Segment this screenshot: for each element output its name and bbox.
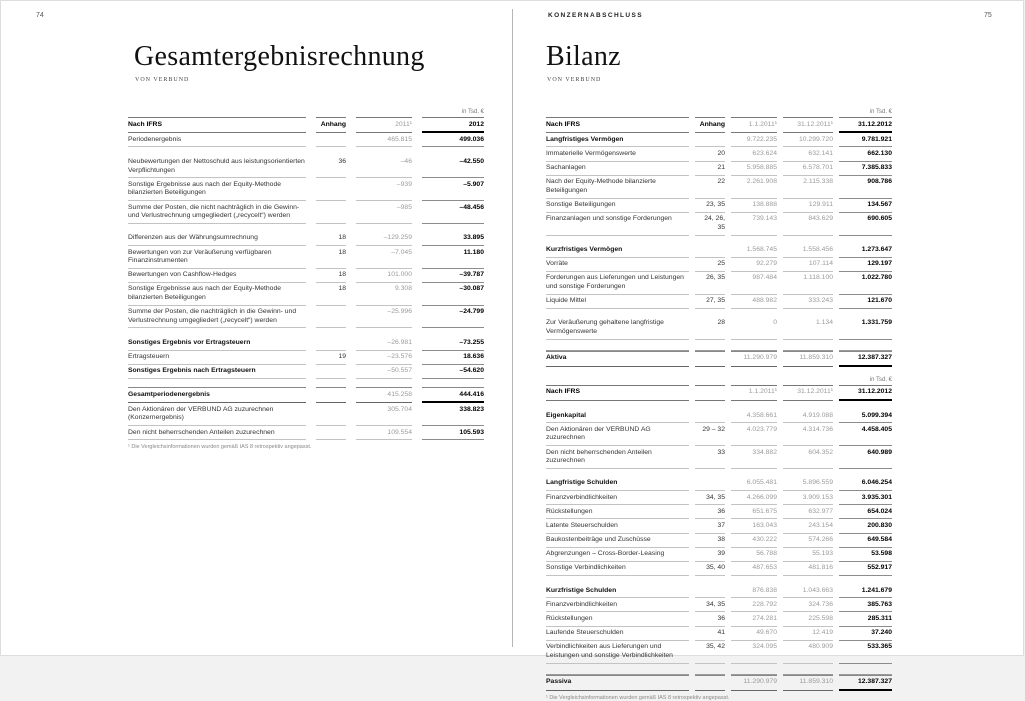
row-anhang [695,584,725,598]
row-spacer [546,664,892,672]
comprehensive-income-table-block [128,109,484,450]
row-spacer [128,224,484,232]
table-row [546,584,892,598]
row-value: 430.222 [731,534,777,548]
row-value: 274.281 [731,612,777,626]
row-label: Summe der Posten, die nachträglich in die Gewinn- und Verlustrechnung umgegliedert („recycelt“) werden [128,306,306,329]
row-value: 4.314.736 [783,423,833,446]
row-label: Sonstige Ergebnisse aus nach der Equity-Methode bilanzierten Beteiligungen [128,178,306,201]
table-row [128,178,484,201]
row-anhang [695,133,725,147]
row-value: 105.593 [422,426,484,440]
header-cell: 31.12.2012 [839,385,892,401]
page-title-gesamtergebnisrechnung: Gesamtergebnisrechnung [134,41,425,72]
row-anhang: 35, 40 [695,562,725,576]
row-value: 334.882 [731,446,777,469]
row-value: 499.036 [422,133,484,147]
table-row [546,147,892,161]
row-value: 1.568.745 [731,244,777,258]
table-row [546,133,892,147]
row-value: 129.911 [783,199,833,213]
header-cell: 1.1.2011¹ [731,385,777,401]
footnote: ¹ Die Vergleichsinformationen wurden gemäß IAS 8 retrospektiv angepasst. [546,694,730,701]
row-spacer [128,328,484,336]
row-value: 3.935.301 [839,491,892,505]
row-label: Sachanlagen [546,162,689,176]
table-row [546,409,892,423]
table-row [128,133,484,147]
row-value: 37.240 [839,627,892,641]
row-value: 129.197 [839,258,892,272]
row-value: 6.046.254 [839,477,892,491]
header-cell: 1.1.2011¹ [731,117,777,133]
row-value: 876.838 [731,584,777,598]
table-row [546,612,892,626]
row-value: 4.358.661 [731,409,777,423]
row-spacer [546,469,892,477]
row-value: –48.456 [422,201,484,224]
row-anhang [316,336,346,350]
row-value: 5.896.559 [783,477,833,491]
row-value: 987.484 [731,272,777,295]
row-value: 640.989 [839,446,892,469]
row-anhang [316,133,346,147]
row-anhang: 36 [695,505,725,519]
table-row [546,548,892,562]
row-label: Sonstige Beteiligungen [546,199,689,213]
row-value: 5.099.394 [839,409,892,423]
row-value: 338.823 [422,403,484,426]
row-value: 690.605 [839,213,892,236]
row-anhang [695,675,725,691]
row-spacer [546,576,892,584]
balance-sheet-assets-table [546,117,892,367]
row-anhang: 21 [695,162,725,176]
row-label: Langfristiges Vermögen [546,133,689,147]
row-label: Abgrenzungen – Cross-Border-Leasing [546,548,689,562]
table-row [546,627,892,641]
row-anhang: 18 [316,269,346,283]
row-anhang: 23, 35 [695,199,725,213]
row-value: 4.458.405 [839,423,892,446]
row-spacer [546,236,892,244]
unit-label: in Tsd. € [869,376,892,383]
row-anhang: 37 [695,519,725,533]
row-value: 134.567 [839,199,892,213]
row-value: 632.141 [783,147,833,161]
table-row [128,403,484,426]
row-anhang [695,409,725,423]
row-value: 18.636 [422,351,484,365]
row-anhang: 22 [695,176,725,199]
row-label: Neubewertungen der Nettoschuld aus leistungsorientierten Verpflichtungen [128,155,306,178]
table-row [546,477,892,491]
table-row [128,269,484,283]
row-label: Bewertungen von Cashflow-Hedges [128,269,306,283]
row-anhang: 28 [695,317,725,340]
row-spacer [546,309,892,317]
table-row [128,351,484,365]
row-anhang [316,201,346,224]
table-row [128,365,484,379]
table-row [128,283,484,306]
row-anhang: 29 – 32 [695,423,725,446]
row-anhang [316,426,346,440]
row-value: 1.022.780 [839,272,892,295]
table-row [128,246,484,269]
row-value: –23.576 [356,351,412,365]
row-label: Passiva [546,675,689,691]
row-value: 3.909.153 [783,491,833,505]
row-value: 1.558.456 [783,244,833,258]
row-label: Rückstellungen [546,612,689,626]
row-label: Nach der Equity-Methode bilanzierte Beteiligungen [546,176,689,199]
balance-sheet-equity-liabilities-table [546,385,892,691]
row-label: Liquide Mittel [546,295,689,309]
row-label: Kurzfristige Schulden [546,584,689,598]
row-value: 107.114 [783,258,833,272]
table-row [128,155,484,178]
footnote: ¹ Die Vergleichsinformationen wurden gemäß IAS 8 retrospektiv angepasst. [128,444,312,451]
row-value: 623.624 [731,147,777,161]
table-row [546,446,892,469]
row-value: 138.888 [731,199,777,213]
row-value: 121.670 [839,295,892,309]
table-row [546,162,892,176]
table-row [546,423,892,446]
row-anhang [316,306,346,329]
row-label: Bewertungen von zur Veräußerung verfügbaren Finanzinstrumenten [128,246,306,269]
row-value: –939 [356,178,412,201]
row-anhang [695,244,725,258]
table-row [546,675,892,691]
row-value: 12.387.327 [839,351,892,367]
row-value: –50.557 [356,365,412,379]
row-label: Kurzfristiges Vermögen [546,244,689,258]
row-label: Vorräte [546,258,689,272]
page-title-bilanz: Bilanz [546,41,621,72]
unit-label: in Tsd. € [461,109,484,115]
row-value: 11.180 [422,246,484,269]
row-value: 11.859.310 [783,675,833,691]
row-anhang: 19 [316,351,346,365]
row-value: 285.311 [839,612,892,626]
row-value: 9.781.921 [839,133,892,147]
row-label: Ertragsteuern [128,351,306,365]
row-label: Laufende Steuerschulden [546,627,689,641]
table-row [546,317,892,340]
row-value: 488.982 [731,295,777,309]
row-value: 163.043 [731,519,777,533]
balance-sheet-block [546,109,892,701]
table-row [546,491,892,505]
row-value: 654.024 [839,505,892,519]
table-row [546,505,892,519]
row-value: –73.255 [422,336,484,350]
row-value: 2.115.338 [783,176,833,199]
row-label: Eigenkapital [546,409,689,423]
page-subtitle: VON VERBUND [547,77,602,83]
row-anhang: 36 [695,612,725,626]
row-label: Sonstige Ergebnisse aus nach der Equity-Methode bilanzierten Beteiligungen [128,283,306,306]
row-value: –24.799 [422,306,484,329]
table-row [128,336,484,350]
row-anhang: 35, 42 [695,641,725,664]
row-value: 333.243 [783,295,833,309]
row-label: Verbindlichkeiten aus Lieferungen und Leistungen und sonstige Verbindlichkeiten [546,641,689,664]
row-anhang: 34, 35 [695,491,725,505]
row-value: 662.130 [839,147,892,161]
row-value: 4.023.779 [731,423,777,446]
row-value: 843.629 [783,213,833,236]
table-row [546,199,892,213]
row-value: 1.043.663 [783,584,833,598]
row-value: 11.859.310 [783,351,833,367]
row-spacer [128,147,484,155]
row-value: 305.704 [356,403,412,426]
row-value: 11.290.979 [731,675,777,691]
row-anhang: 24, 26, 35 [695,213,725,236]
row-value: 7.385.833 [839,162,892,176]
table-row [128,232,484,246]
row-value: 487.653 [731,562,777,576]
table-row [546,562,892,576]
row-value: 444.416 [422,387,484,403]
row-value: –39.787 [422,269,484,283]
row-label: Sonstiges Ergebnis vor Ertragsteuern [128,336,306,350]
row-label: Finanzanlagen und sonstige Forderungen [546,213,689,236]
table-row [546,351,892,367]
row-value: 243.154 [783,519,833,533]
row-value: 12.387.327 [839,675,892,691]
row-value: 5.958.885 [731,162,777,176]
table-row [546,258,892,272]
row-anhang: 41 [695,627,725,641]
row-anhang: 18 [316,232,346,246]
row-value: 228.792 [731,598,777,612]
page-74 [1,1,513,655]
row-label: Latente Steuerschulden [546,519,689,533]
row-label: Summe der Posten, die nicht nachträglich in die Gewinn- und Verlustrechnung umgegliedert („recycelt“) werden [128,201,306,224]
row-anhang [695,477,725,491]
row-value: –129.259 [356,232,412,246]
table-row [128,306,484,329]
row-label: Rückstellungen [546,505,689,519]
row-label: Aktiva [546,351,689,367]
table-row [546,213,892,236]
row-anhang: 26, 35 [695,272,725,295]
row-label: Den Aktionären der VERBUND AG zuzurechnen (Konzernergebnis) [128,403,306,426]
row-label: Den nicht beherrschenden Anteilen zuzurechnen [546,446,689,469]
row-label: Den nicht beherrschenden Anteilen zuzurechnen [128,426,306,440]
row-spacer [546,340,892,348]
row-value: 109.554 [356,426,412,440]
row-value: 908.786 [839,176,892,199]
row-value: 1.331.759 [839,317,892,340]
row-value: 2.261.908 [731,176,777,199]
header-cell: 2012 [422,117,484,133]
row-value: 4.266.099 [731,491,777,505]
row-value: 1.241.679 [839,584,892,598]
row-value: 533.365 [839,641,892,664]
row-value: –42.550 [422,155,484,178]
row-value: 101.000 [356,269,412,283]
row-value: 0 [731,317,777,340]
header-cell: 31.12.2012 [839,117,892,133]
page-number-right: 75 [984,12,992,19]
row-label: Differenzen aus der Währungsumrechnung [128,232,306,246]
row-value: 1.118.100 [783,272,833,295]
row-value: 481.816 [783,562,833,576]
header-cell [695,385,725,401]
row-value: –30.087 [422,283,484,306]
header-cell: Anhang [316,117,346,133]
row-anhang [316,403,346,426]
row-value: 9.722.235 [731,133,777,147]
table-row [128,201,484,224]
row-anhang [316,178,346,201]
row-value: 6.578.701 [783,162,833,176]
row-label: Finanzverbindlichkeiten [546,491,689,505]
row-value: –7.045 [356,246,412,269]
row-label: Finanzverbindlichkeiten [546,598,689,612]
row-anhang: 18 [316,246,346,269]
table-row [546,534,892,548]
header-cell: 2011¹ [356,117,412,133]
table-row [128,387,484,403]
header-cell: Nach IFRS [546,117,689,133]
row-label: Forderungen aus Lieferungen und Leistungen und sonstige Forderungen [546,272,689,295]
row-anhang: 39 [695,548,725,562]
row-label: Periodenergebnis [128,133,306,147]
row-value: 739.143 [731,213,777,236]
row-label: Immaterielle Vermögenswerte [546,147,689,161]
row-label: Baukostenbeiträge und Zuschüsse [546,534,689,548]
row-value: 11.290.979 [731,351,777,367]
row-value: 651.675 [731,505,777,519]
row-value: 55.193 [783,548,833,562]
row-label: Gesamtperiodenergebnis [128,387,306,403]
row-anhang: 34, 35 [695,598,725,612]
header-cell: Nach IFRS [546,385,689,401]
row-value: 225.598 [783,612,833,626]
row-value: –5.907 [422,178,484,201]
row-anhang [316,365,346,379]
row-spacer [546,401,892,409]
row-value: 12.419 [783,627,833,641]
row-value: –26.981 [356,336,412,350]
row-anhang [316,387,346,403]
row-value: 10.299.720 [783,133,833,147]
row-value: 6.055.481 [731,477,777,491]
row-label: Sonstiges Ergebnis nach Ertragsteuern [128,365,306,379]
row-value: 324.736 [783,598,833,612]
row-value: –46 [356,155,412,178]
row-anhang: 25 [695,258,725,272]
row-value: 649.584 [839,534,892,548]
row-label: Langfristige Schulden [546,477,689,491]
row-value: 574.266 [783,534,833,548]
row-value: 49.670 [731,627,777,641]
row-value: 92.279 [731,258,777,272]
table-row [128,426,484,440]
row-value: 56.788 [731,548,777,562]
row-value: 1.134 [783,317,833,340]
table-header-row [546,117,892,133]
row-anhang [695,351,725,367]
row-value: 465.815 [356,133,412,147]
header-cell: 31.12.2011¹ [783,385,833,401]
header-cell: 31.12.2011¹ [783,117,833,133]
row-anhang: 18 [316,283,346,306]
row-value: –25.996 [356,306,412,329]
row-value: –985 [356,201,412,224]
row-value: 480.909 [783,641,833,664]
header-cell: Nach IFRS [128,117,306,133]
row-value: 200.830 [839,519,892,533]
row-value: 9.308 [356,283,412,306]
row-label: Zur Veräußerung gehaltene langfristige Vermögenswerte [546,317,689,340]
page-75 [513,1,1025,701]
row-value: 385.763 [839,598,892,612]
row-spacer [128,379,484,387]
row-value: 324.095 [731,641,777,664]
row-value: 53.598 [839,548,892,562]
row-anhang: 27, 35 [695,295,725,309]
unit-label: in Tsd. € [869,109,892,115]
row-anhang: 33 [695,446,725,469]
row-anhang: 38 [695,534,725,548]
table-row [546,295,892,309]
table-header-row [128,117,484,133]
row-value: 4.919.088 [783,409,833,423]
row-value: –54.620 [422,365,484,379]
table-row [546,176,892,199]
table-header-row [546,385,892,401]
row-anhang: 36 [316,155,346,178]
running-head: KONZERNABSCHLUSS [548,12,643,19]
table-row [546,641,892,664]
header-cell: Anhang [695,117,725,133]
comprehensive-income-table [128,117,484,440]
row-label: Den Aktionären der VERBUND AG zuzurechnen [546,423,689,446]
page-number-left: 74 [36,12,44,19]
row-value: 604.352 [783,446,833,469]
page-subtitle: VON VERBUND [135,77,190,83]
table-row [546,272,892,295]
row-label: Sonstige Verbindlichkeiten [546,562,689,576]
row-anhang: 20 [695,147,725,161]
row-value: 33.895 [422,232,484,246]
row-value: 1.273.647 [839,244,892,258]
row-value: 552.917 [839,562,892,576]
row-value: 632.977 [783,505,833,519]
row-value: 415.258 [356,387,412,403]
table-row [546,244,892,258]
table-row [546,598,892,612]
table-row [546,519,892,533]
